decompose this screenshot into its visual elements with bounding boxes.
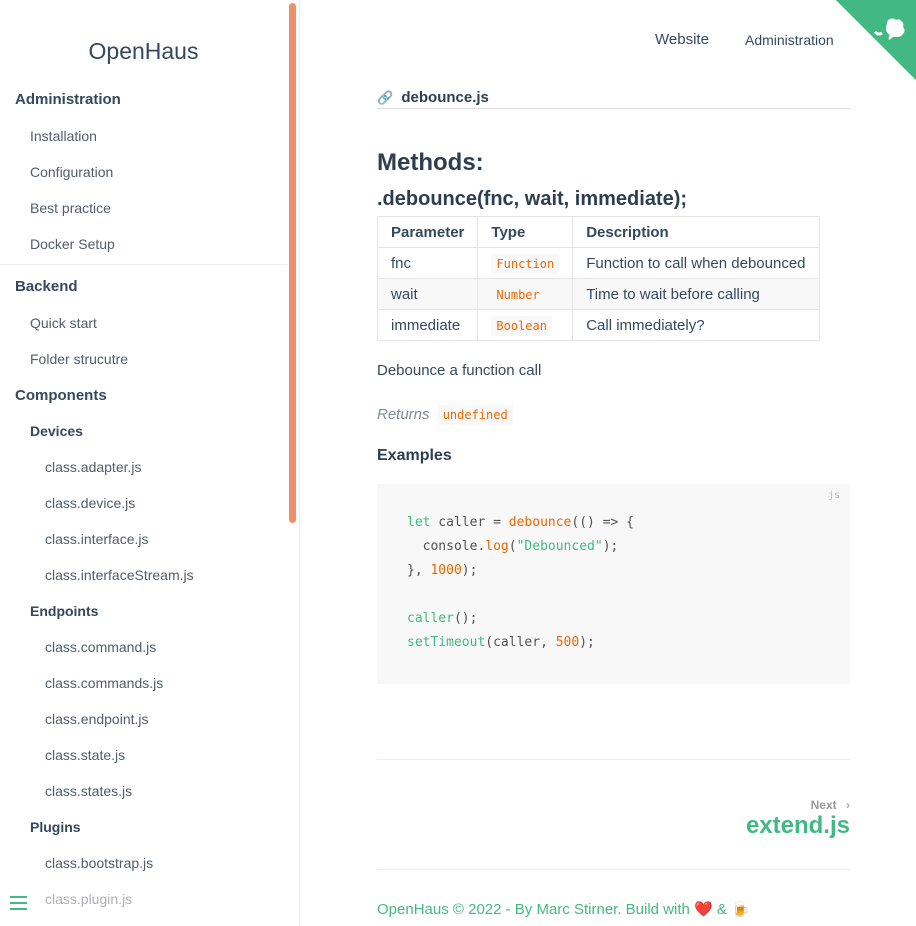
sidebar-item-folder-strucutre[interactable]: Folder strucutre bbox=[30, 351, 129, 367]
method-signature: .debounce(fnc, wait, immediate); bbox=[377, 188, 688, 210]
returns-line bbox=[377, 406, 513, 423]
param-description: Time to wait before calling bbox=[573, 279, 819, 310]
column-header: Type bbox=[478, 217, 573, 248]
file-heading[interactable] bbox=[377, 89, 850, 109]
sidebar-item-plugins[interactable]: Plugins bbox=[30, 819, 81, 835]
divider bbox=[377, 869, 850, 870]
table-row bbox=[378, 248, 820, 279]
column-header: Description bbox=[573, 217, 819, 248]
sidebar-item-class-interfacestream-js[interactable]: class.interfaceStream.js bbox=[45, 567, 194, 583]
param-description: Call immediately? bbox=[573, 310, 819, 341]
sidebar-item-class-endpoint-js[interactable]: class.endpoint.js bbox=[45, 711, 149, 727]
methods-heading: Methods: bbox=[377, 149, 484, 176]
param-type-cell bbox=[478, 310, 573, 341]
code-line: console.log("Debounced"); bbox=[407, 539, 619, 554]
param-type: Number bbox=[491, 285, 544, 305]
chevron-right-icon: › bbox=[846, 798, 850, 812]
sidebar-item-best-practice[interactable]: Best practice bbox=[30, 200, 111, 216]
sidebar-item-quick-start[interactable]: Quick start bbox=[30, 315, 97, 331]
nav-link-administration[interactable]: Administration bbox=[745, 32, 834, 48]
sidebar-item-installation[interactable]: Installation bbox=[30, 128, 97, 144]
sidebar-item-class-command-js[interactable]: class.command.js bbox=[45, 639, 157, 655]
param-name: fnc bbox=[378, 248, 478, 279]
github-corner-icon[interactable] bbox=[836, 0, 916, 80]
sidebar-divider bbox=[0, 264, 287, 265]
param-description: Function to call when debounced bbox=[573, 248, 819, 279]
param-name: immediate bbox=[378, 310, 478, 341]
returns-value: undefined bbox=[438, 405, 513, 425]
param-name: wait bbox=[378, 279, 478, 310]
code-line: caller(); bbox=[407, 611, 478, 626]
param-type: Boolean bbox=[491, 316, 552, 336]
sidebar-scrollbar[interactable] bbox=[289, 3, 296, 523]
app-title[interactable]: OpenHaus bbox=[88, 38, 199, 64]
file-heading-text[interactable]: debounce.js bbox=[401, 89, 489, 106]
pager-next-link[interactable]: extend.js bbox=[745, 812, 850, 839]
column-header: Parameter bbox=[378, 217, 478, 248]
sidebar-item-class-state-js[interactable]: class.state.js bbox=[45, 747, 126, 763]
nav-link-website[interactable]: Website bbox=[655, 31, 709, 48]
method-description: Debounce a function call bbox=[377, 362, 542, 379]
param-type: Function bbox=[491, 254, 559, 274]
sidebar-item-backend[interactable]: Backend bbox=[15, 278, 78, 295]
code-language-label: js bbox=[827, 490, 840, 501]
sidebar-item-docker-setup[interactable]: Docker Setup bbox=[30, 236, 115, 252]
sidebar-item-devices[interactable]: Devices bbox=[30, 423, 83, 439]
footer-text[interactable]: OpenHaus © 2022 - By Marc Stirner. Build with ❤️ & 🍺 bbox=[377, 901, 750, 918]
sidebar-item-components[interactable]: Components bbox=[15, 387, 107, 404]
sidebar-title[interactable] bbox=[0, 38, 287, 65]
table-header-row bbox=[378, 217, 820, 248]
menu-toggle-icon[interactable] bbox=[10, 896, 27, 912]
sidebar-item-class-bootstrap-js[interactable]: class.bootstrap.js bbox=[45, 855, 154, 871]
code-line: setTimeout(caller, 500); bbox=[407, 635, 595, 650]
sidebar-item-class-states-js[interactable]: class.states.js bbox=[45, 783, 133, 799]
returns-label: Returns bbox=[377, 406, 430, 423]
sidebar-item-administration[interactable]: Administration bbox=[15, 91, 121, 108]
table-row bbox=[378, 279, 820, 310]
sidebar-item-class-interface-js[interactable]: class.interface.js bbox=[45, 531, 149, 547]
examples-heading: Examples bbox=[377, 447, 452, 464]
pager-next-label[interactable]: Next › bbox=[810, 798, 850, 812]
sidebar-item-configuration[interactable]: Configuration bbox=[30, 164, 114, 180]
link-icon: 🔗 bbox=[377, 90, 394, 105]
code-line: }, 1000); bbox=[407, 563, 478, 578]
sidebar-item-class-adapter-js[interactable]: class.adapter.js bbox=[45, 459, 142, 475]
code-line: let caller = debounce(() => { bbox=[407, 515, 635, 530]
sidebar-item-class-plugin-js[interactable]: class.plugin.js bbox=[45, 891, 133, 907]
sidebar-item-class-commands-js[interactable]: class.commands.js bbox=[45, 675, 164, 691]
sidebar-item-class-device-js[interactable]: class.device.js bbox=[45, 495, 136, 511]
code-block[interactable] bbox=[377, 484, 850, 684]
table-row bbox=[378, 310, 820, 341]
sidebar bbox=[0, 0, 300, 926]
sidebar-item-endpoints[interactable]: Endpoints bbox=[30, 603, 99, 619]
param-type-cell bbox=[478, 279, 573, 310]
parameters-table bbox=[377, 216, 820, 341]
divider bbox=[377, 759, 850, 760]
param-type-cell bbox=[478, 248, 573, 279]
